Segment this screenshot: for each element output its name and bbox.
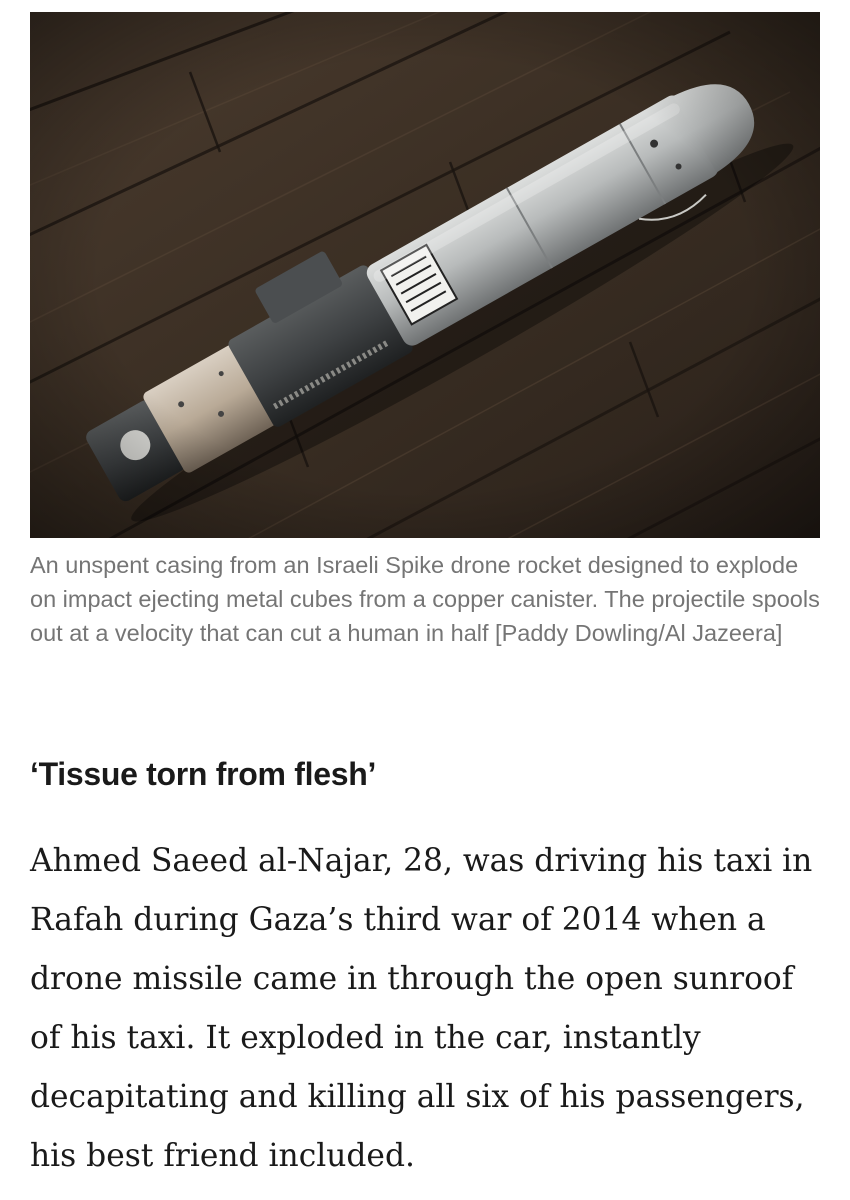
photo-caption: An unspent casing from an Israeli Spike drone rocket designed to explode on impact ejecting metal cubes from a copper canister. The projectile spools out at a velocity that can cut a human in half [Paddy Dowling/Al Jazeera]	[30, 552, 820, 646]
article-paragraph: Ahmed Saeed al-Najar, 28, was driving his taxi in Rafah during Gaza’s third war of 2014 when a drone missile came in through the open sunroof of his taxi. It exploded in the car, instantly decapitating and killing all six of his passengers, his best friend included.	[30, 843, 813, 1174]
article-photo	[30, 12, 820, 538]
missile-casing-photo	[30, 12, 820, 538]
section-heading: ‘Tissue torn from flesh’	[30, 756, 377, 792]
